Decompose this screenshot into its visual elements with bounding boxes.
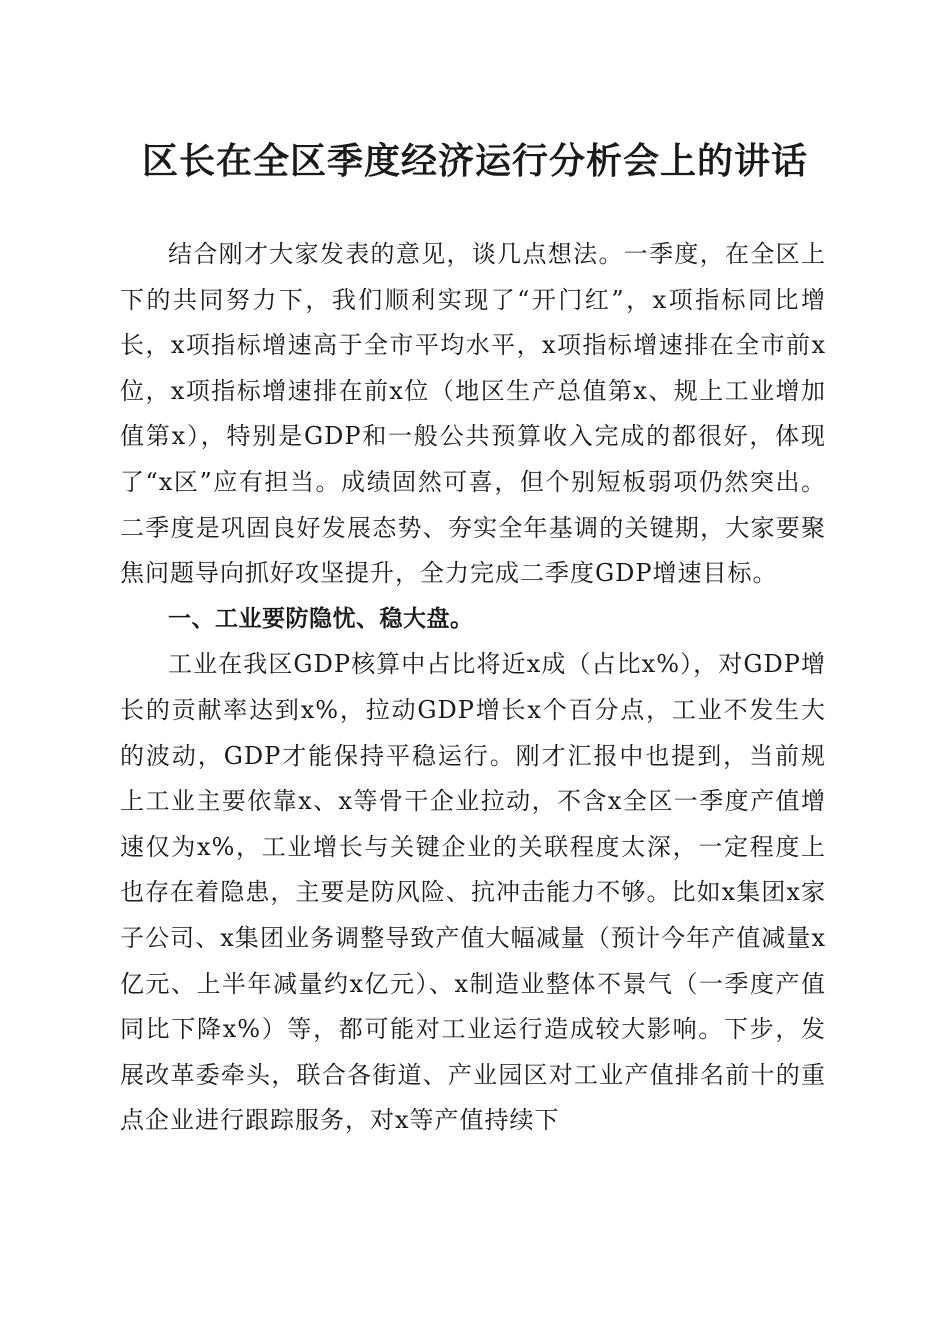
document-body — [120, 232, 826, 1144]
industry-paragraph: 工业在我区GDP核算中占比将近x成（占比x%），对GDP增长的贡献率达到x%，拉动GDP增长x个百分点，工业不发生大的波动，GDP才能保持平稳运行。刚才汇报中也提到，当前规上工业主要依靠x、x等骨干企业拉动，不含x全区一季度产值增速仅为x%，工业增长与关键企业的关联程度太深，一定程度上也存在着隐患，主要是防风险、抗冲击能力不够。比如x集团x家子公司、x集团业务调整导致产值大幅减量（预计今年产值减量x亿元、上半年减量约x亿元）、x制造业整体不景气（一季度产值同比下降x%）等，都可能对工业运行造成较大影响。下步，发展改革委牵头，联合各街道、产业园区对工业产值排名前十的重点企业进行跟踪服务，对x等产值持续下 — [120, 650, 826, 1135]
section-heading-industry: 一、工业要防隐忧、稳大盘。 — [168, 605, 474, 632]
intro-paragraph: 结合刚才大家发表的意见，谈几点想法。一季度，在全区上下的共同努力下，我们顺利实现了“开门红”，x项指标同比增长，x项指标增速高于全市平均水平，x项指标增速排在全市前x位，x项指标增速排在前x位（地区生产总值第x、规上工业增加值第x），特别是GDP和一般公共预算收入完成的都很好，体现了“x区”应有担当。成绩固然可喜，但个别短板弱项仍然突出。二季度是巩固良好发展态势、夯实全年基调的关键期，大家要聚焦问题导向抓好攻坚提升，全力完成二季度GDP增速目标。 — [120, 240, 826, 588]
document-title: 区长在全区季度经济运行分析会上的讲话 — [141, 140, 808, 182]
